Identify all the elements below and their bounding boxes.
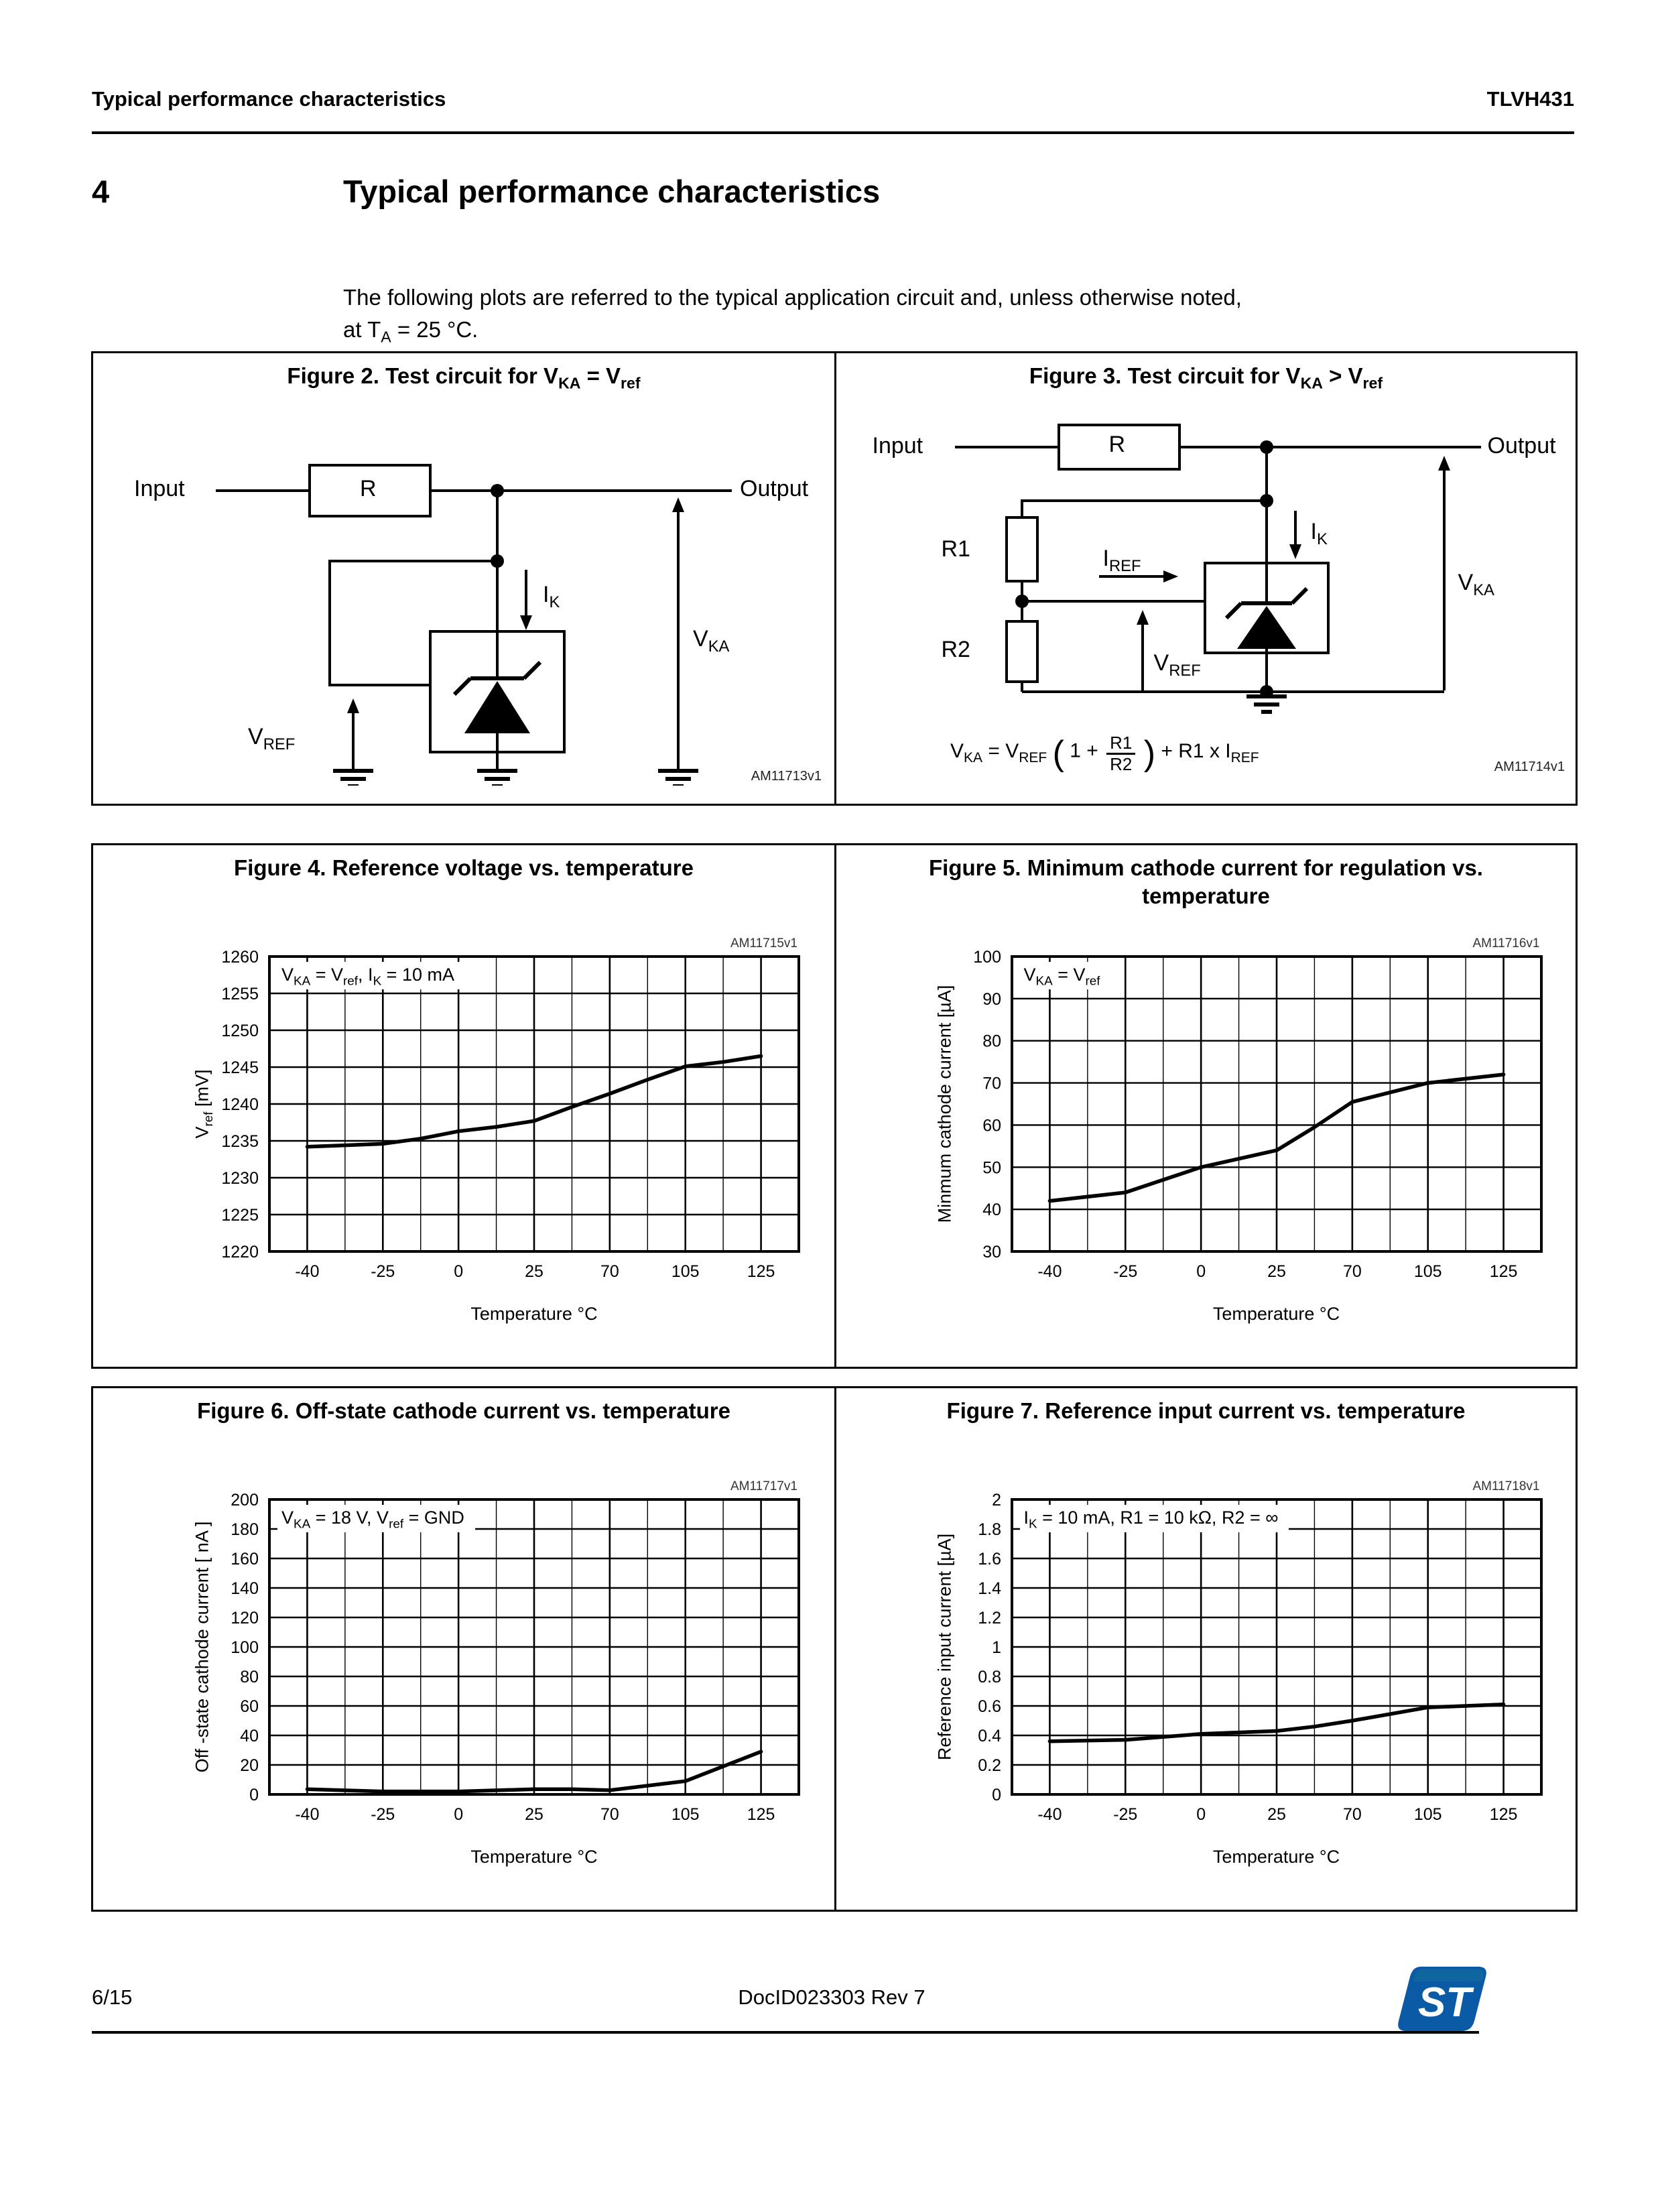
svg-text:125: 125 — [1489, 1805, 1517, 1824]
figure3-r-label: R — [1108, 432, 1126, 458]
figure2-r-label: R — [360, 476, 377, 502]
formula-close-paren: ) — [1143, 734, 1156, 774]
svg-text:-40: -40 — [1037, 1262, 1062, 1281]
svg-text:160: 160 — [231, 1550, 259, 1569]
figure2-schematic — [95, 390, 832, 786]
figure3-cell — [834, 353, 1576, 804]
svg-text:-40: -40 — [295, 1262, 320, 1281]
figure5-watermark: AM11716v1 — [1472, 936, 1540, 950]
figure6-conditions: $V_{KA} = 18$ V, $V_{ref}$ = GND — [277, 1505, 475, 1532]
figure5-cell — [834, 845, 1576, 1367]
resistor-R1 — [1007, 517, 1037, 581]
svg-text:125: 125 — [747, 1262, 775, 1281]
svg-text:200: 200 — [231, 1491, 259, 1510]
svg-text:50: 50 — [982, 1158, 1001, 1178]
footer-rule — [92, 2031, 1479, 2034]
svg-text:0: 0 — [249, 1786, 259, 1804]
svg-text:70: 70 — [1342, 1805, 1362, 1824]
svg-text:0.6: 0.6 — [977, 1697, 1001, 1716]
svg-text:1.8: 1.8 — [977, 1520, 1001, 1539]
intro-line-1: The following plots are referred to the typical application circuit and, unless otherwise noted, — [343, 285, 1242, 310]
svg-text:1230: 1230 — [221, 1169, 259, 1188]
svg-text:0.8: 0.8 — [977, 1668, 1001, 1686]
svg-text:125: 125 — [1489, 1262, 1517, 1281]
svg-text:70: 70 — [1342, 1262, 1362, 1281]
formula-fraction — [1106, 734, 1135, 774]
svg-text:1240: 1240 — [221, 1095, 259, 1114]
svg-text:0: 0 — [991, 1786, 1001, 1804]
svg-text:25: 25 — [1267, 1262, 1286, 1281]
figure3-title: Figure 3. Test circuit for $V_{KA} > V_{ref}$ — [1029, 363, 1383, 392]
svg-text:0.2: 0.2 — [977, 1756, 1001, 1775]
figure-box-circuits — [91, 351, 1578, 806]
header-rule — [92, 131, 1574, 134]
running-header-title: Typical performance characteristics — [92, 87, 446, 111]
figure7-y-axis-label: Reference input current [µA] — [934, 1533, 954, 1761]
intro-line-2: at $T_A = 25$ °C. — [343, 316, 478, 346]
figure5-conditions: $V_{KA} = V_{ref}$ — [1020, 962, 1111, 989]
svg-text:105: 105 — [1413, 1262, 1442, 1281]
figure2-circuit — [95, 390, 832, 786]
svg-text:-25: -25 — [371, 1805, 395, 1824]
svg-text:105: 105 — [671, 1805, 700, 1824]
zener-triangle — [1237, 606, 1296, 649]
svg-text:40: 40 — [240, 1727, 259, 1745]
svg-text:20: 20 — [240, 1756, 259, 1775]
running-header-part-number: TLVH431 — [1486, 87, 1574, 111]
figure3-output-label: Output — [1487, 433, 1556, 459]
svg-text:-40: -40 — [1037, 1805, 1062, 1824]
figure5-chart — [844, 928, 1568, 1343]
figure3-r2-label: R2 — [941, 637, 970, 663]
svg-text:1250: 1250 — [221, 1022, 259, 1040]
svg-text:40: 40 — [982, 1201, 1001, 1220]
figure3-watermark: AM11714v1 — [1494, 759, 1565, 775]
svg-text:70: 70 — [600, 1805, 619, 1824]
svg-text:1: 1 — [991, 1638, 1001, 1657]
figure3-r1-label: R1 — [941, 536, 970, 562]
svg-text:1245: 1245 — [221, 1058, 259, 1077]
svg-text:0: 0 — [454, 1262, 464, 1281]
svg-text:1255: 1255 — [221, 985, 259, 1003]
figure4-title: Figure 4. Reference voltage vs. temperature — [234, 855, 694, 880]
figure2-ik-label: $I_K$ — [543, 582, 560, 612]
figure7-chart — [844, 1471, 1568, 1886]
formula-one-plus: 1 + — [1070, 739, 1098, 762]
svg-text:1.6: 1.6 — [977, 1550, 1001, 1569]
figure3-vka-label: $V_{KA}$ — [1458, 570, 1494, 600]
figure-box-charts-1 — [91, 843, 1578, 1369]
figure4-x-axis-label: Temperature °C — [470, 1304, 598, 1324]
formula-open-paren: ( — [1052, 734, 1064, 774]
zener-triangle — [464, 681, 530, 733]
svg-text:80: 80 — [240, 1668, 259, 1686]
figure4-cell — [93, 845, 834, 1367]
svg-text:120: 120 — [231, 1609, 259, 1627]
svg-text:1225: 1225 — [221, 1206, 259, 1225]
figure4-watermark: AM11715v1 — [730, 936, 797, 950]
svg-text:25: 25 — [1267, 1805, 1286, 1824]
svg-text:1.2: 1.2 — [977, 1609, 1001, 1627]
svg-text:1235: 1235 — [221, 1132, 259, 1151]
svg-text:0: 0 — [1196, 1262, 1206, 1281]
resistor-R2 — [1007, 621, 1037, 682]
svg-text:2: 2 — [991, 1491, 1001, 1510]
ground-symbol — [1246, 696, 1287, 712]
formula-lhs: $V_{KA} = V_{REF}$ — [950, 739, 1047, 765]
svg-text:60: 60 — [982, 1116, 1001, 1135]
ground-symbol — [333, 771, 698, 786]
figure4-conditions: $V_{KA} = V_{ref}$, $I_K = 10$ mA — [277, 962, 465, 989]
svg-text:-25: -25 — [371, 1262, 395, 1281]
st-logo-graphic — [1398, 1964, 1489, 2036]
svg-text:60: 60 — [240, 1697, 259, 1716]
svg-text:70: 70 — [600, 1262, 619, 1281]
figure5-x-axis-label: Temperature °C — [1212, 1304, 1340, 1324]
figure2-cell — [93, 353, 834, 804]
svg-text:70: 70 — [982, 1074, 1001, 1093]
figure2-input-label: Input — [134, 476, 185, 502]
svg-text:180: 180 — [231, 1520, 259, 1539]
svg-text:0: 0 — [454, 1805, 464, 1824]
figure6-x-axis-label: Temperature °C — [470, 1847, 598, 1867]
intro-paragraph — [343, 282, 1242, 346]
svg-text:25: 25 — [525, 1805, 543, 1824]
st-logo — [1398, 1964, 1489, 2036]
figure7-cell — [834, 1388, 1576, 1910]
figure3-ik-label: $I_K$ — [1310, 519, 1328, 549]
svg-text:25: 25 — [525, 1262, 543, 1281]
figure3-iref-label: $I_{REF}$ — [1102, 546, 1141, 576]
formula-rhs: + R1 x $I_{REF}$ — [1161, 739, 1259, 765]
svg-text:30: 30 — [982, 1243, 1001, 1262]
figure7-x-axis-label: Temperature °C — [1212, 1847, 1340, 1867]
svg-text:-25: -25 — [1112, 1805, 1137, 1824]
svg-text:105: 105 — [1413, 1805, 1442, 1824]
figure3-vref-label: $V_{REF}$ — [1153, 650, 1201, 680]
figure6-cell — [93, 1388, 834, 1910]
svg-text:1260: 1260 — [221, 948, 259, 967]
figure3-formula — [950, 733, 1259, 774]
figure7-title: Figure 7. Reference input current vs. temperature — [946, 1398, 1466, 1423]
figure7-watermark: AM11718v1 — [1472, 1479, 1540, 1493]
figure6-chart — [102, 1471, 826, 1886]
svg-text:-40: -40 — [295, 1805, 320, 1824]
figure7-conditions: $I_K = 10$ mA, R1 = 10 kΩ, R2 = ∞ — [1020, 1505, 1289, 1532]
st-logo-text: ST — [1418, 1979, 1472, 2026]
svg-text:140: 140 — [231, 1579, 259, 1598]
svg-text:125: 125 — [747, 1805, 775, 1824]
figure2-vref-label: $V_{REF}$ — [248, 724, 296, 754]
document-id: DocID023303 Rev 7 — [738, 1985, 925, 2009]
svg-text:0: 0 — [1196, 1805, 1206, 1824]
svg-text:1.4: 1.4 — [977, 1579, 1001, 1598]
svg-text:80: 80 — [982, 1032, 1001, 1051]
svg-text:100: 100 — [972, 948, 1001, 967]
figure2-output-label: Output — [740, 476, 809, 502]
figure4-y-axis-label: $V_{ref}$ [mV] — [192, 1069, 216, 1139]
svg-text:105: 105 — [671, 1262, 700, 1281]
figure2-title: Figure 2. Test circuit for $V_{KA} = V_{ref}$ — [287, 363, 641, 392]
figure6-watermark: AM11717v1 — [730, 1479, 797, 1493]
figure-box-charts-2 — [91, 1386, 1578, 1912]
figure3-input-label: Input — [872, 433, 923, 459]
figure6-title: Figure 6. Off-state cathode current vs. temperature — [197, 1398, 730, 1423]
figure4-chart — [102, 928, 826, 1343]
section-title: Typical performance characteristics — [343, 174, 881, 209]
svg-text:1220: 1220 — [221, 1243, 259, 1262]
svg-text:0.4: 0.4 — [977, 1727, 1001, 1745]
svg-text:90: 90 — [982, 989, 1001, 1009]
figure5-title: Figure 5. Minimum cathode current for regulation vs. temperature — [929, 855, 1483, 909]
svg-text:-25: -25 — [1112, 1262, 1137, 1281]
page-number: 6/15 — [92, 1985, 133, 2009]
figure5-y-axis-label: Minmum cathode current [µA] — [934, 985, 954, 1223]
formula-denominator: R2 — [1110, 754, 1133, 775]
section-number: 4 — [92, 174, 110, 209]
figure6-y-axis-label: Off -state cathode current [ nA ] — [192, 1521, 212, 1773]
ref-feedback-wire — [330, 561, 497, 685]
svg-text:100: 100 — [231, 1638, 259, 1657]
figure2-watermark: AM11713v1 — [751, 769, 822, 784]
figure3-formula-row — [836, 732, 1576, 779]
figure3-circuit — [838, 390, 1575, 732]
figure2-vka-label: $V_{KA}$ — [693, 626, 730, 656]
formula-numerator: R1 — [1106, 734, 1135, 755]
